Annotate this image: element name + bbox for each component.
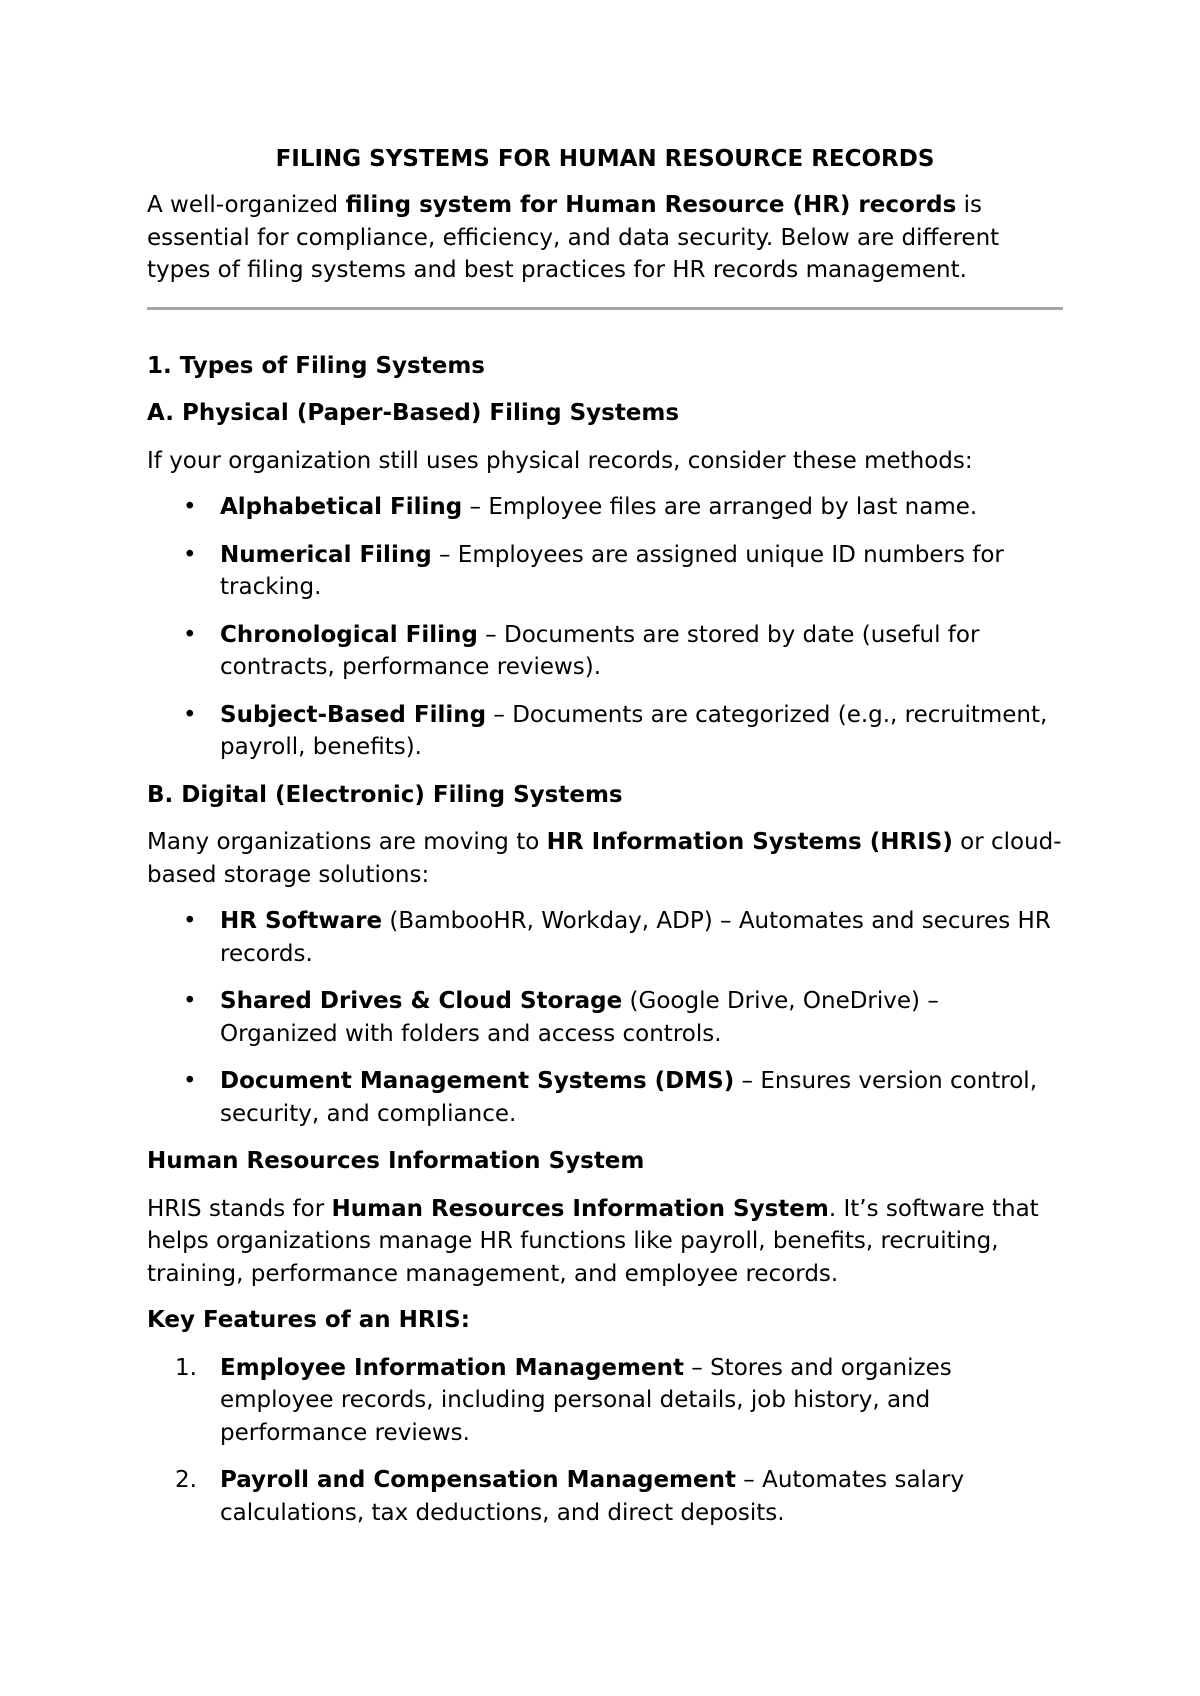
section-heading-types: 1. Types of Filing Systems <box>147 352 485 379</box>
list-item-text: – Automates salary calculations, tax deductions, and direct deposits. <box>220 1467 965 1526</box>
features-list <box>147 1352 1063 1530</box>
bullet-icon: • <box>183 494 197 520</box>
list-item <box>147 699 1063 764</box>
subheading-digital: B. Digital (Electronic) Filing Systems <box>147 781 623 808</box>
physical-lead: If your organization still uses physical records, consider these methods: <box>147 447 973 474</box>
bullet-icon: • <box>183 701 197 728</box>
subheading-physical: A. Physical (Paper-Based) Filing Systems <box>147 400 680 426</box>
physical-list <box>147 491 1063 764</box>
list-item-bold: Chronological Filing <box>220 621 478 648</box>
list-item-bold: Payroll and Compensation Management <box>220 1467 736 1493</box>
list-item-bold: Subject-Based Filing <box>220 701 487 728</box>
list-item-bold: Alphabetical Filing <box>220 494 463 520</box>
list-item-bold: Numerical Filing <box>220 541 432 568</box>
list-item-text: – Ensures version control, security, and compliance. <box>220 1068 1038 1127</box>
list-item-text: – Documents are stored by date (useful for contracts, performance reviews). <box>220 621 980 680</box>
horizontal-divider <box>147 307 1063 310</box>
digital-lead-text-2: or cloud-based storage solutions: <box>147 829 1062 888</box>
list-item-bold: Document Management Systems (DMS) <box>220 1068 735 1094</box>
hris-heading: Human Resources Information System <box>147 1148 645 1174</box>
list-item-text: – Employee files are arranged by last name. <box>462 494 978 520</box>
list-item-text: – Stores and organizes employee records, including personal details, job history, and performance reviews. <box>220 1354 952 1446</box>
digital-lead <box>147 826 1063 891</box>
list-item <box>147 539 1063 604</box>
hris-text-1: HRIS stands for <box>147 1195 332 1222</box>
list-item-bold: Employee Information Management <box>220 1354 684 1381</box>
digital-lead-bold: HR Information Systems (HRIS) <box>546 829 953 855</box>
list-item-text: – Documents are categorized (e.g., recruitment, payroll, benefits). <box>220 701 1048 760</box>
digital-lead-text-1: Many organizations are moving to <box>147 829 547 855</box>
bullet-icon: • <box>183 621 197 648</box>
list-number: 2. <box>175 1467 197 1493</box>
list-item <box>147 491 1063 524</box>
intro-text-2: is essential for compliance, efficiency, and data security. Below are different types of filing systems and best practices for HR records management. <box>147 192 1000 283</box>
bullet-icon: • <box>183 908 197 934</box>
hris-text-2: . It’s software that helps organizations manage HR functions like payroll, benefits, recruiting, training, performance management, and employee records. <box>147 1195 1039 1287</box>
list-item <box>147 985 1063 1050</box>
intro-paragraph <box>147 189 1063 287</box>
list-item <box>147 1464 1063 1529</box>
list-item-text: – Employees are assigned unique ID numbers for tracking. <box>220 541 1004 600</box>
list-item <box>147 619 1063 684</box>
intro-text-1: A well-organized <box>147 192 346 218</box>
list-item-text: (Google Drive, OneDrive) – Organized with folders and access controls. <box>220 988 939 1047</box>
bullet-icon: • <box>183 1068 197 1094</box>
document-page <box>147 143 1063 1544</box>
list-item <box>147 905 1063 970</box>
bullet-icon: • <box>183 988 197 1014</box>
hris-paragraph <box>147 1193 1063 1291</box>
page-title: FILING SYSTEMS FOR HUMAN RESOURCE RECORDS <box>275 146 935 172</box>
list-item <box>147 1065 1063 1130</box>
list-item-text: (BambooHR, Workday, ADP) – Automates and secures HR records. <box>220 908 1051 967</box>
digital-list <box>147 905 1063 1130</box>
intro-bold-1: filing system for Human Resource (HR) records <box>345 192 957 218</box>
list-item-bold: HR Software <box>220 908 383 934</box>
bullet-icon: • <box>183 541 197 568</box>
features-heading: Key Features of an HRIS: <box>147 1307 470 1333</box>
list-item <box>147 1352 1063 1450</box>
list-item-bold: Shared Drives & Cloud Storage <box>220 988 623 1014</box>
list-number: 1. <box>175 1354 197 1381</box>
hris-bold: Human Resources Information System <box>331 1195 829 1222</box>
